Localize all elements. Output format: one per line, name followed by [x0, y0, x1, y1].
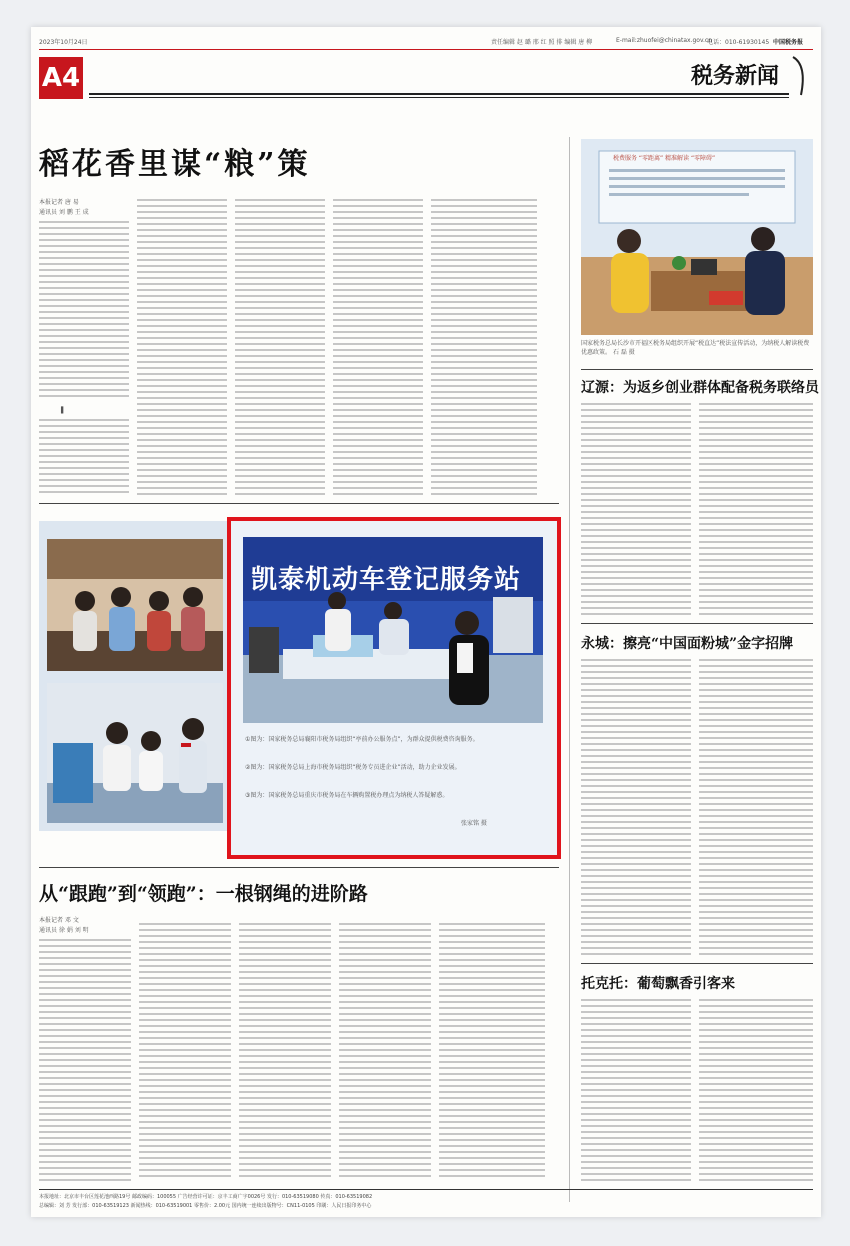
article1-col4-text [333, 199, 423, 495]
article3-byline-correspondent: 通讯员 徐 娟 刘 明 [39, 927, 89, 934]
article3-col5-text [439, 923, 545, 1181]
article2-col1-text [581, 403, 691, 615]
editor-credit: 责任编辑 赵 璐 邢 红 照 排 编辑 唐 柳 [491, 39, 593, 46]
photo-credit: 张家铭 摄 [461, 820, 487, 827]
editor-email: E-mail:zhuofei@chinatax.gov.cn [616, 37, 713, 44]
article1-col3-text [235, 199, 325, 495]
masthead-rule [39, 49, 813, 50]
editor-phone: 电话：010-61930145 [707, 39, 770, 46]
photo-left-top [47, 539, 223, 671]
article1-title: 稻花香里谋“粮”策 [39, 147, 311, 182]
article1-bottom-rule [39, 503, 559, 504]
article1-subhead: ▌ [61, 407, 66, 414]
right-top-caption: 国家税务总局长沙市开福区税务局组织开展“税直达”税法宣传活动，为纳税人解读税费优惠政策。 石 磊 摄 [581, 340, 810, 356]
article1-col5-text [431, 199, 537, 495]
photo-center-sign: 凯泰机动车登记服务站 [251, 565, 522, 595]
paper-name: 中国税务报 [773, 39, 804, 46]
article1-byline-reporter: 本报记者 唐 易 [39, 199, 79, 206]
article1-byline-correspondent: 通讯员 刘 鹏 王 成 [39, 209, 89, 216]
article3-col4-text [339, 923, 431, 1181]
photo-caption-3: ③图为：国家税务总局重庆市税务局在车辆购置税办理点为纳税人答疑解惑。 [245, 792, 449, 799]
article3-col3-text [239, 923, 331, 1181]
column-divider [569, 137, 570, 1202]
right-top-photo-banner: 税费服务 “零距离” 精准解读 “零障碍” [613, 155, 716, 162]
issue-date: 2023年10月24日 [39, 39, 88, 46]
article4-col2-text [699, 659, 813, 955]
article4-col1-text [581, 659, 691, 955]
article3-byline-reporter: 本报记者 邓 文 [39, 917, 79, 924]
page-number-badge: A4 [39, 57, 83, 99]
article1-col1-text-b [39, 419, 129, 495]
article4-bottom-rule [581, 963, 813, 964]
article2-title: 辽源：为返乡创业群体配备税务联络员 [581, 380, 819, 396]
footer-rule [39, 1189, 813, 1190]
article5-col2-text [699, 999, 813, 1181]
article4-title: 永城：擦亮“中国面粉城”金字招牌 [581, 636, 794, 652]
article1-col1-text [39, 221, 129, 401]
article5-title: 托克托：葡萄飘香引客来 [581, 976, 735, 992]
photo-caption-2: ②图为：国家税务总局上海市税务局组织“税务专员进企业”活动，助力企业发展。 [245, 764, 461, 771]
photo-center [243, 537, 543, 723]
section-title: 税务新闻 [691, 63, 780, 89]
right-top-credit: 石 磊 摄 [612, 349, 635, 356]
section-swoosh-icon [789, 55, 809, 99]
article3-title: 从“跟跑”到“领跑”：一根钢绳的进阶路 [39, 883, 368, 905]
article3-col2-text [139, 923, 231, 1181]
article1-col2-text [137, 199, 227, 495]
section-rule [89, 93, 789, 95]
section-rule-thin [89, 97, 789, 98]
footer-line-1: 本报地址：北京市丰台区莲花池西路19号 邮政编码：100055 广告经营许可证：京丰工商广字0026号 发行：010-63519080 传真：010-63519082 [39, 1194, 373, 1200]
photo-caption-1: ①图为：国家税务总局襄阳市税务局组织“亭前办公服务点”，为群众提供税费咨询服务。 [245, 736, 479, 743]
footer-line-2: 总编辑：刘 芳 发行部：010-63519123 新闻热线：010-63519001 零售价：2.00元 国内统一连续出版物号：CN11-0105 印刷：人民日报印务中心 [39, 1203, 372, 1209]
photo-left-bottom [47, 683, 223, 823]
article2-bottom-rule [581, 623, 813, 624]
article2-col2-text [699, 403, 813, 615]
article3-col1-text [39, 939, 131, 1181]
right-top-photo [581, 139, 813, 335]
newspaper-page [31, 27, 821, 1217]
article5-col1-text [581, 999, 691, 1181]
right-top-rule [581, 369, 813, 370]
photo-block-bottom-rule [39, 867, 559, 868]
